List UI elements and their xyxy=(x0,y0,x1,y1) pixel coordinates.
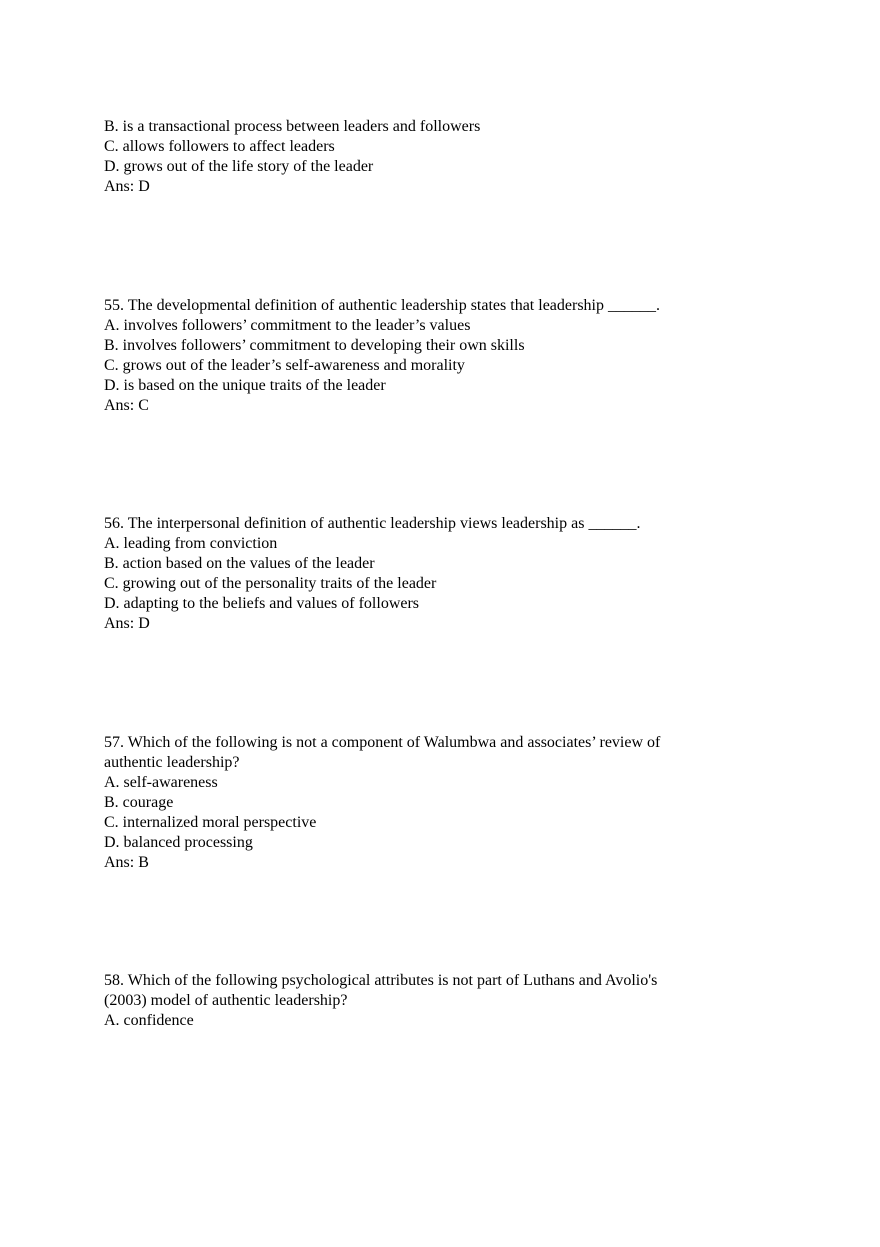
option-d: D. balanced processing xyxy=(104,834,253,851)
answer: Ans: C xyxy=(104,397,149,414)
question-text-line-2: authentic leadership? xyxy=(104,754,240,771)
option-c: C. internalized moral perspective xyxy=(104,814,317,831)
option-c: C. growing out of the personality traits of the leader xyxy=(104,575,437,592)
option-b: B. action based on the values of the leader xyxy=(104,555,375,572)
question-57 xyxy=(104,733,744,873)
question-text-line-1: 57. Which of the following is not a component of Walumbwa and associates’ review of xyxy=(104,734,661,751)
question-54-continued xyxy=(104,117,744,197)
question-58 xyxy=(104,971,744,1031)
option-a: A. involves followers’ commitment to the leader’s values xyxy=(104,317,471,334)
option-b: B. is a transactional process between leaders and followers xyxy=(104,118,481,135)
option-d: D. grows out of the life story of the leader xyxy=(104,158,374,175)
option-b: B. involves followers’ commitment to developing their own skills xyxy=(104,337,525,354)
option-a: A. self-awareness xyxy=(104,774,218,791)
answer: Ans: B xyxy=(104,854,149,871)
answer: Ans: D xyxy=(104,178,150,195)
option-c: C. grows out of the leader’s self-awareness and morality xyxy=(104,357,465,374)
answer: Ans: D xyxy=(104,615,150,632)
option-d: D. is based on the unique traits of the leader xyxy=(104,377,386,394)
option-b: B. courage xyxy=(104,794,174,811)
option-a: A. leading from conviction xyxy=(104,535,278,552)
question-text-line-1: 58. Which of the following psychological attributes is not part of Luthans and Avolio's xyxy=(104,972,658,989)
option-a: A. confidence xyxy=(104,1012,194,1029)
question-56 xyxy=(104,514,744,634)
question-text-line-2: (2003) model of authentic leadership? xyxy=(104,992,348,1009)
question-text: 56. The interpersonal definition of authentic leadership views leadership as ______. xyxy=(104,515,641,532)
option-c: C. allows followers to affect leaders xyxy=(104,138,335,155)
option-d: D. adapting to the beliefs and values of followers xyxy=(104,595,420,612)
question-55 xyxy=(104,296,744,416)
question-text: 55. The developmental definition of authentic leadership states that leadership ______. xyxy=(104,297,660,314)
